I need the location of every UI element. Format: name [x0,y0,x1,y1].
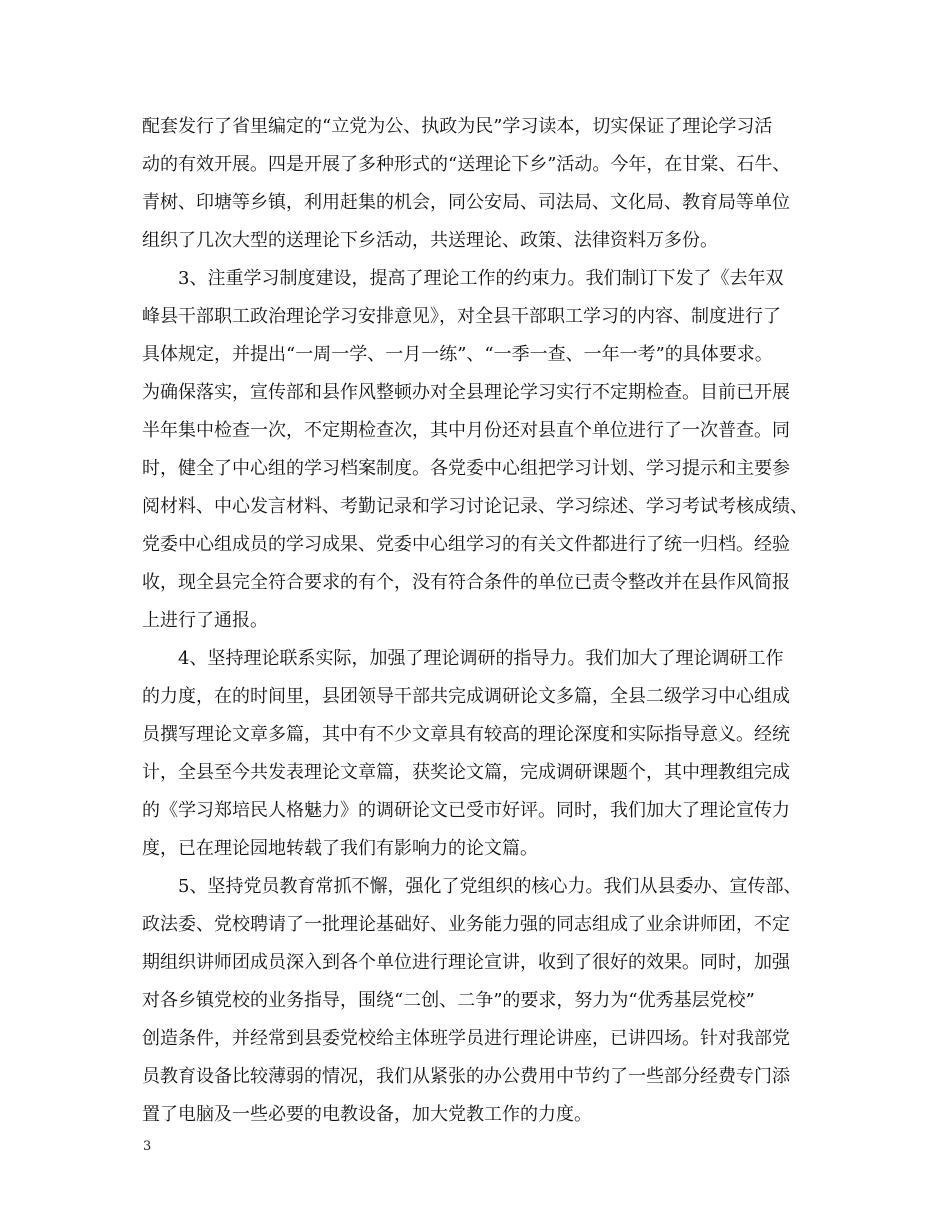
paragraph-start-line: 3、注重学习制度建设，提高了理论工作的约束力。我们制订下发了《去年双 [178,268,784,289]
text-line: 对各乡镇党校的业务指导，围绕“二创、二争”的要求，努力为“优秀基层党校” [142,990,755,1011]
text-line: 半年集中检查一次，不定期检查次，其中月份还对县直个单位进行了一次普查。同 [142,420,790,441]
text-line: 置了电脑及一些必要的电教设备，加大党教工作的力度。 [142,1104,592,1125]
text-line: 创造条件，并经常到县委党校给主体班学员进行理论讲座，已讲四场。针对我部党 [142,1028,790,1049]
text-line: 度，已在理论园地转载了我们有影响力的论文篇。 [142,838,538,859]
text-line: 动的有效开展。四是开展了多种形式的“送理论下乡”活动。今年，在甘棠、石牛、 [142,154,791,175]
paragraph-start-line: 4、坚持理论联系实际，加强了理论调研的指导力。我们加大了理论调研工作 [178,648,784,669]
text-line: 员撰写理论文章多篇，其中有不少文章具有较高的理论深度和实际指导意义。经统 [142,724,790,745]
text-line: 计，全县至今共发表理论文章篇，获奖论文篇，完成调研课题个，其中理教组完成 [142,762,790,783]
text-line: 的力度，在的时间里，县团领导干部共完成调研论文多篇，全县二级学习中心组成 [142,686,790,707]
text-line: 时，健全了中心组的学习档案制度。各党委中心组把学习计划、学习提示和主要参 [142,458,790,479]
text-line: 政法委、党校聘请了一批理论基础好、业务能力强的同志组成了业余讲师团，不定 [142,914,790,935]
text-line: 峰县干部职工政治理论学习安排意见》，对全县干部职工学习的内容、制度进行了 [142,306,781,327]
text-line: 阅材料、中心发言材料、考勤记录和学习讨论记录、学习综述、学习考试考核成绩、 [142,496,808,517]
text-line: 员教育设备比较薄弱的情况，我们从紧张的办公费用中节约了一些部分经费专门添 [142,1066,790,1087]
text-line: 期组织讲师团成员深入到各个单位进行理论宣讲，收到了很好的效果。同时，加强 [142,952,790,973]
page-number: 3 [143,1139,152,1154]
text-line: 为确保落实，宣传部和县作风整顿办对全县理论学习实行不定期检查。目前已开展 [142,382,790,403]
text-line: 上进行了通报。 [142,610,268,631]
text-line: 收，现全县完全符合要求的有个，没有符合条件的单位已责令整改并在县作风简报 [142,572,790,593]
text-line: 的《学习郑培民人格魅力》的调研论文已受市好评。同时，我们加大了理论宣传力 [142,800,790,821]
paragraph-start-line: 5、坚持党员教育常抓不懈，强化了党组织的核心力。我们从县委办、宣传部、 [178,876,802,897]
text-line: 具体规定，并提出“一周一学、一月一练”、“一季一查、一年一考”的具体要求。 [142,344,773,365]
text-line: 组织了几次大型的送理论下乡活动，共送理论、政策、法律资料万多份。 [142,230,718,251]
text-line: 配套发行了省里编定的“立党为公、执政为民”学习读本，切实保证了理论学习活 [142,116,773,137]
text-line: 党委中心组成员的学习成果、党委中心组学习的有关文件都进行了统一归档。经验 [142,534,790,555]
text-line: 青树、印塘等乡镇，利用赶集的机会，同公安局、司法局、文化局、教育局等单位 [142,192,790,213]
